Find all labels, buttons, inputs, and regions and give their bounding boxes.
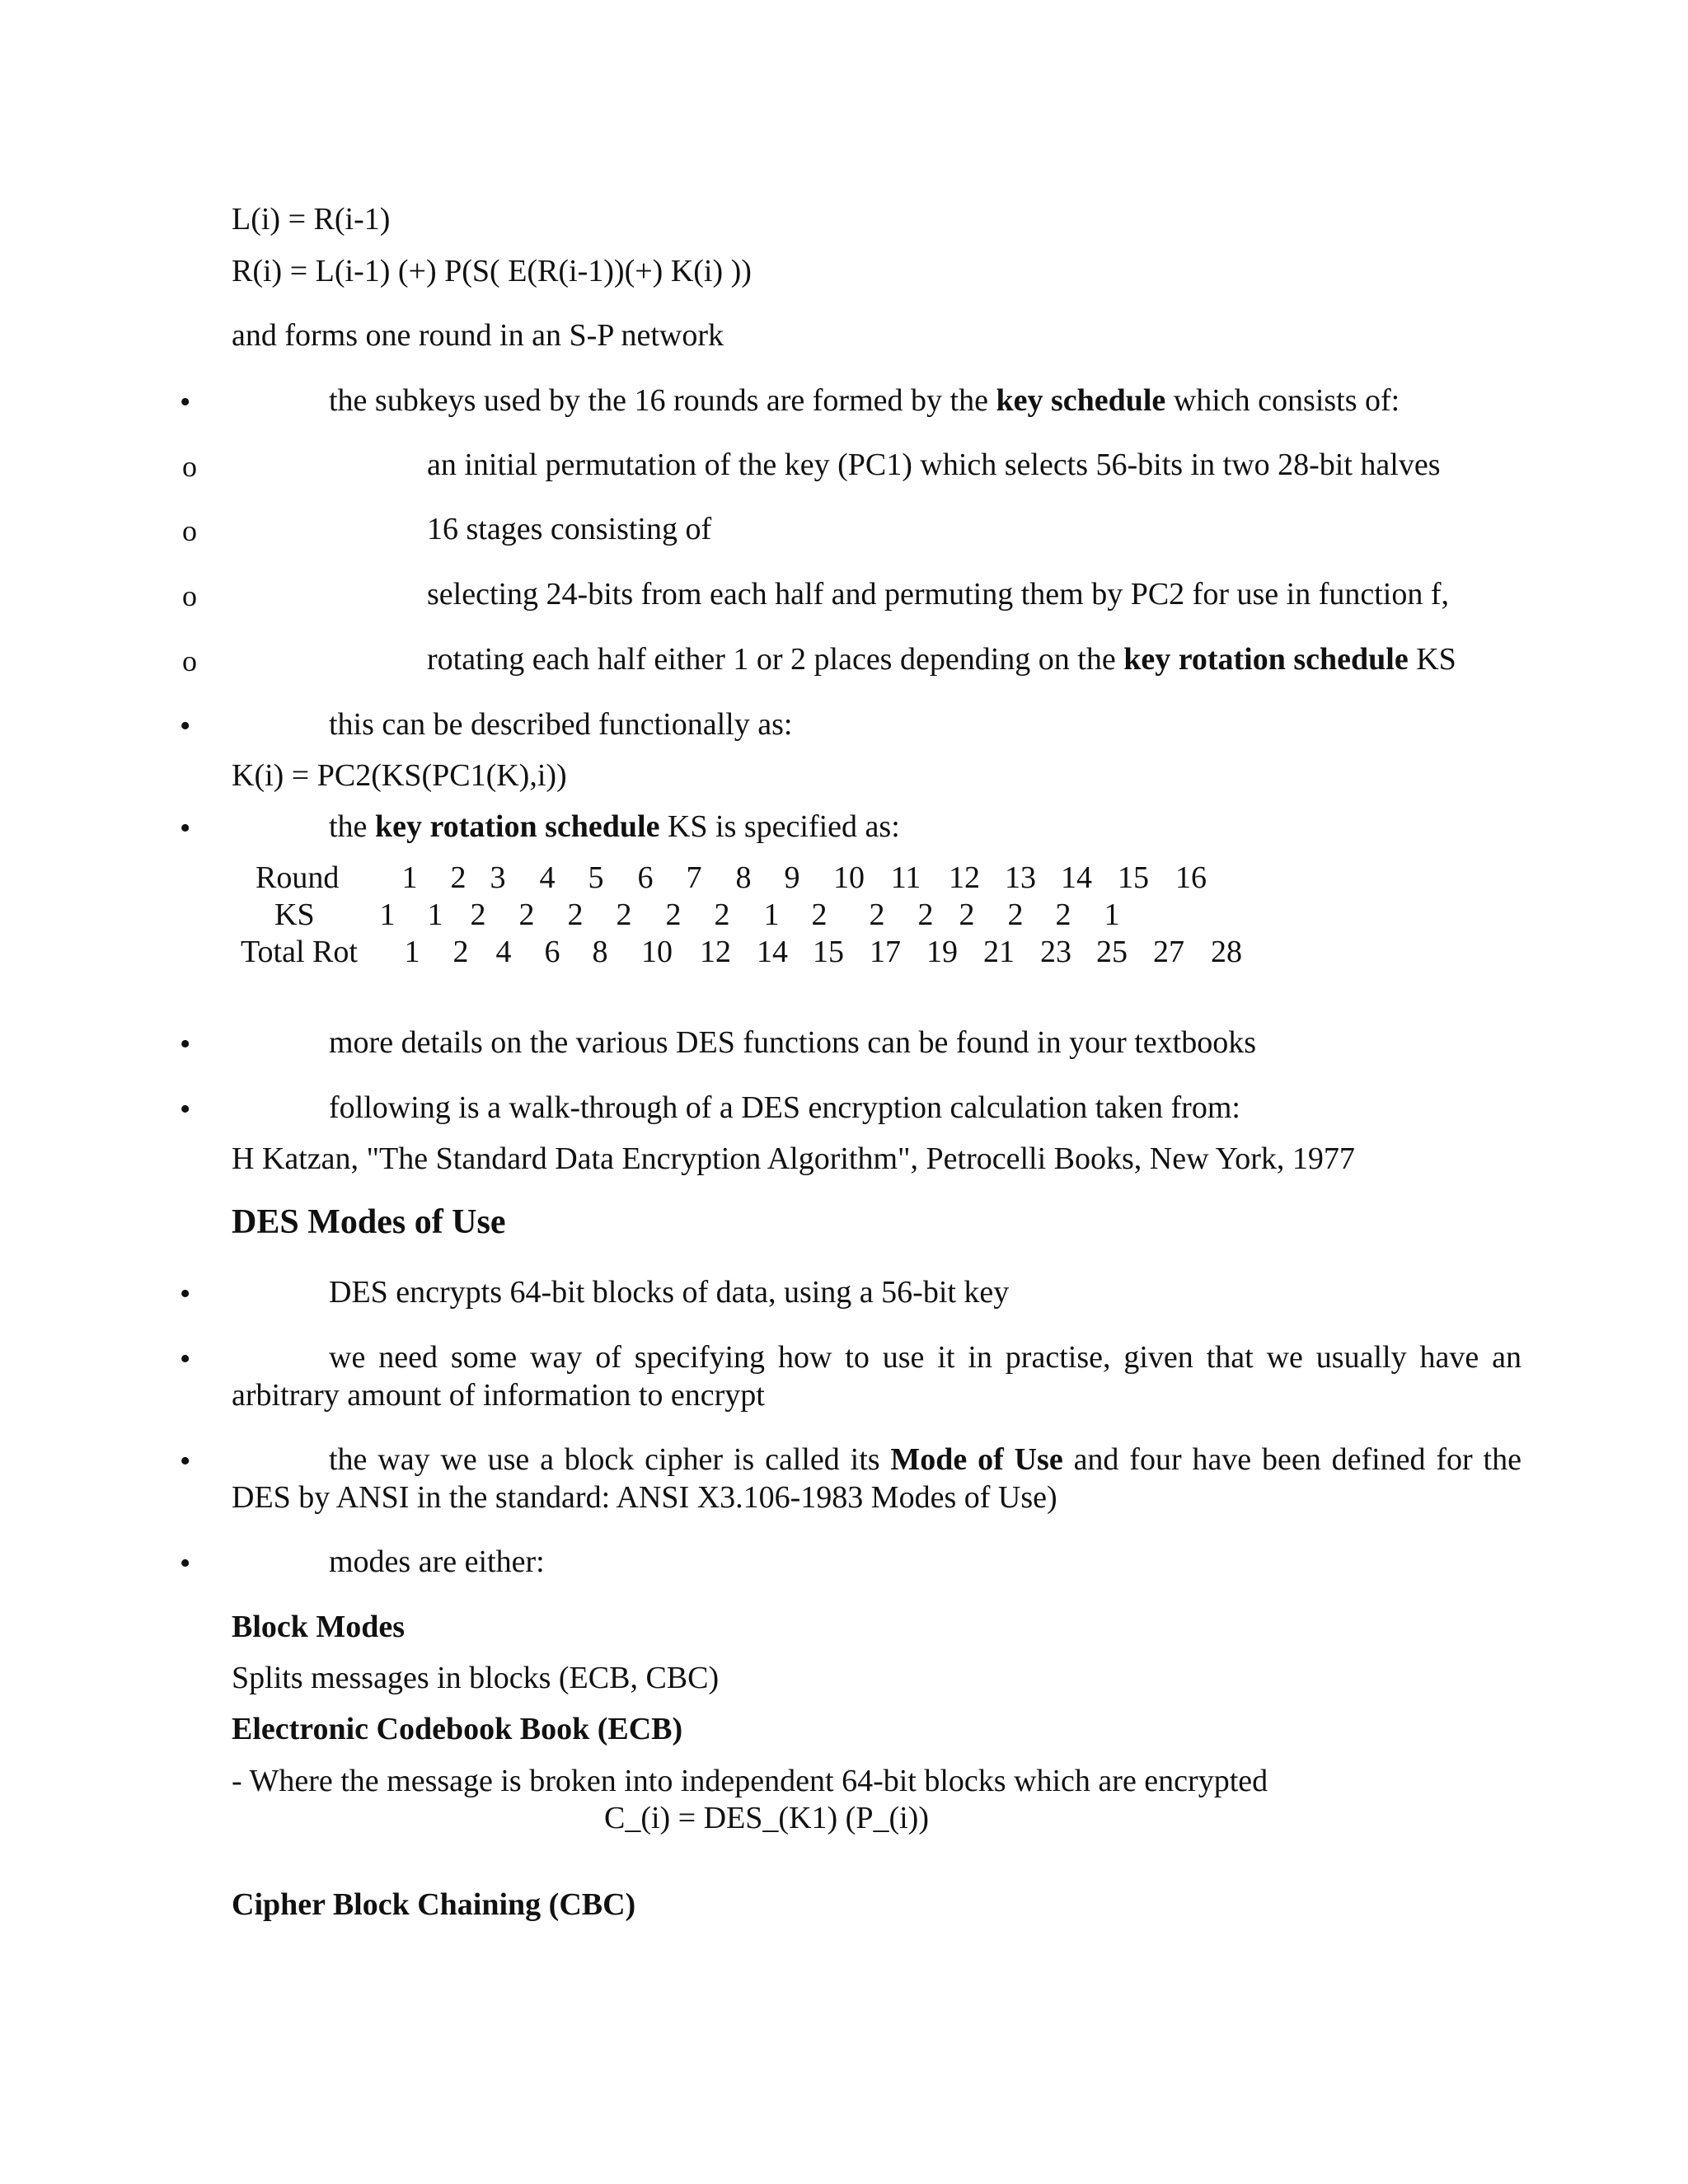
table-cell-round: 13 [1005, 860, 1036, 895]
sub-item-rotation [427, 640, 1456, 678]
text-run: KS [1408, 642, 1456, 677]
table-cell-ks: 1 [427, 898, 443, 932]
table-cell-ks: 2 [1055, 898, 1071, 932]
table-cell-total: 27 [1153, 935, 1184, 969]
block-modes-heading: Block Modes [232, 1610, 406, 1644]
table-cell-ks: 1 [763, 898, 780, 932]
table-cell-ks: 2 [567, 898, 584, 932]
bullet-icon: • [180, 709, 191, 743]
table-cell-ks: 2 [811, 898, 828, 932]
table-cell-total: 23 [1040, 935, 1071, 969]
circle-bullet-icon: o [182, 644, 197, 677]
table-cell-round: 9 [784, 860, 800, 895]
sub-item-pc2: selecting 24-bits from each half and permuting them by PC2 for use in function f, [427, 577, 1449, 612]
text-run: and four have been defined for the DES by ANSI in the standard: ANSI X3.106-1983 Modes of Use) [232, 1442, 1522, 1515]
text-run: rotating each half either 1 or 2 places depending on the [427, 642, 1124, 677]
walkthrough-note: following is a walk-through of a DES encryption calculation taken from: [329, 1090, 1240, 1125]
table-cell-round: 10 [833, 860, 865, 895]
table-row-label: KS [274, 898, 315, 932]
bullet-icon: • [180, 1444, 191, 1479]
table-cell-ks: 2 [917, 898, 934, 932]
table-cell-ks: 1 [379, 898, 396, 932]
text-run: the way we use a block cipher is called its [329, 1442, 891, 1477]
table-cell-total: 4 [495, 935, 512, 969]
bullet-icon: • [180, 1546, 191, 1581]
table-row-ks [0, 896, 1688, 934]
rotation-schedule-bullet [329, 808, 900, 846]
table-cell-round: 6 [637, 860, 654, 895]
l-equation: L(i) = R(i-1) [232, 202, 391, 237]
ecb-equation: C_(i) = DES_(K1) (P_(i)) [604, 1801, 929, 1835]
sub-item-stages: 16 stages consisting of [427, 512, 712, 546]
bullet-icon: • [180, 1342, 191, 1376]
bullet-icon: • [180, 1027, 191, 1062]
bullet-icon: • [180, 1277, 191, 1311]
table-cell-ks: 2 [869, 898, 885, 932]
table-cell-round: 7 [686, 860, 702, 895]
table-cell-total: 17 [870, 935, 901, 969]
table-cell-ks: 2 [714, 898, 730, 932]
mode-of-use-term: Mode of Use [890, 1442, 1063, 1477]
table-cell-round: 4 [539, 860, 556, 895]
practise-note: we need some way of specifying how to use it in practise, given that we usually have an arbitrary amount of information to encrypt [232, 1340, 1522, 1413]
ecb-heading: Electronic Codebook Book (ECB) [232, 1712, 683, 1746]
des-block-note: DES encrypts 64-bit blocks of data, using a 56-bit key [329, 1275, 1010, 1310]
table-cell-total: 28 [1211, 935, 1242, 969]
table-cell-round: 16 [1175, 860, 1207, 895]
text-run: the [329, 809, 375, 844]
circle-bullet-icon: o [182, 514, 197, 547]
table-cell-ks: 2 [665, 898, 682, 932]
table-cell-total: 2 [452, 935, 469, 969]
section-heading: DES Modes of Use [232, 1203, 506, 1241]
table-cell-ks: 2 [518, 898, 535, 932]
bullet-icon: • [180, 811, 191, 846]
table-cell-ks: 2 [470, 898, 486, 932]
key-schedule-bullet [329, 382, 1400, 419]
table-cell-round: 12 [949, 860, 980, 895]
table-cell-ks: 1 [1104, 898, 1120, 932]
modes-either: modes are either: [329, 1544, 545, 1579]
text-run: the subkeys used by the 16 rounds are formed by the [329, 383, 996, 418]
table-row-total [0, 933, 1688, 971]
key-rotation-term: key rotation schedule [374, 809, 660, 844]
table-cell-total: 12 [700, 935, 731, 969]
circle-bullet-icon: o [182, 579, 197, 612]
key-rotation-term: key rotation schedule [1123, 642, 1409, 677]
functional-description: this can be described functionally as: [329, 707, 793, 742]
forms-round-text: and forms one round in an S-P network [232, 318, 724, 353]
table-row-label: Total Rot [241, 935, 358, 969]
table-cell-round: 2 [450, 860, 467, 895]
table-cell-ks: 2 [1007, 898, 1024, 932]
table-cell-round: 5 [588, 860, 604, 895]
table-cell-total: 10 [641, 935, 673, 969]
mode-of-use-note [232, 1441, 1522, 1516]
table-row-label: Round [256, 860, 340, 895]
table-cell-total: 25 [1096, 935, 1128, 969]
table-row-round [0, 859, 1688, 897]
table-cell-round: 1 [401, 860, 418, 895]
citation: H Katzan, "The Standard Data Encryption Algorithm", Petrocelli Books, New York, 1977 [232, 1141, 1355, 1176]
table-cell-total: 6 [544, 935, 560, 969]
table-cell-round: 15 [1118, 860, 1149, 895]
table-cell-ks: 2 [616, 898, 632, 932]
ecb-text: - Where the message is broken into independent 64-bit blocks which are encrypted [232, 1764, 1268, 1798]
r-equation: R(i) = L(i-1) (+) P(S( E(R(i-1))(+) K(i) )) [232, 254, 752, 288]
cbc-heading: Cipher Block Chaining (CBC) [232, 1887, 636, 1922]
table-cell-round: 8 [735, 860, 752, 895]
text-run: which consists of: [1165, 383, 1400, 418]
table-cell-round: 14 [1061, 860, 1092, 895]
block-modes-text: Splits messages in blocks (ECB, CBC) [232, 1661, 720, 1695]
circle-bullet-icon: o [182, 450, 197, 483]
table-cell-total: 1 [404, 935, 420, 969]
table-cell-total: 19 [926, 935, 958, 969]
table-cell-total: 8 [592, 935, 608, 969]
key-schedule-term: key schedule [996, 383, 1166, 418]
table-cell-round: 3 [490, 860, 506, 895]
bullet-icon: • [180, 385, 191, 419]
bullet-icon: • [180, 1092, 191, 1127]
k-equation: K(i) = PC2(KS(PC1(K),i)) [232, 758, 567, 793]
table-cell-total: 14 [757, 935, 788, 969]
text-run: KS is specified as: [659, 809, 900, 844]
table-cell-ks: 2 [959, 898, 975, 932]
textbook-note: more details on the various DES functions can be found in your textbooks [329, 1025, 1257, 1060]
table-cell-total: 21 [983, 935, 1015, 969]
table-cell-total: 15 [813, 935, 844, 969]
sub-item-pc1: an initial permutation of the key (PC1) which selects 56-bits in two 28-bit halves [427, 448, 1441, 482]
table-cell-round: 11 [890, 860, 921, 895]
